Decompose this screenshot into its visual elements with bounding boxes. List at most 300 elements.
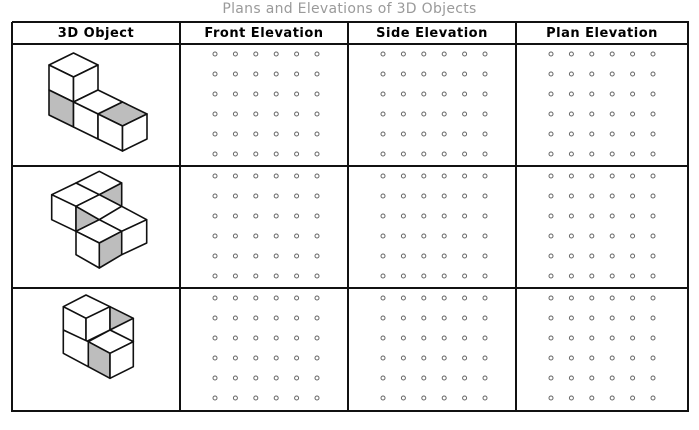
grid-dot [610, 396, 614, 400]
grid-dot [233, 194, 237, 198]
grid-dot [315, 112, 319, 116]
grid-dot [442, 316, 446, 320]
grid-dot [401, 254, 405, 258]
grid-dot [463, 52, 467, 56]
grid-dot [315, 356, 319, 360]
grid-dot [651, 92, 655, 96]
grid-dot [631, 254, 635, 258]
grid-dot [610, 152, 614, 156]
grid-dot [631, 356, 635, 360]
isometric-figure-1 [49, 53, 147, 151]
grid-dot [401, 356, 405, 360]
grid-dot [442, 214, 446, 218]
grid-dot [401, 376, 405, 380]
grid-dot [549, 92, 553, 96]
grid-dot [483, 274, 487, 278]
grid-dot [483, 52, 487, 56]
grid-dot [381, 174, 385, 178]
grid-dot [549, 254, 553, 258]
grid-dot [651, 214, 655, 218]
grid-dot [295, 92, 299, 96]
grid-dot [274, 132, 278, 136]
grid-dot [381, 112, 385, 116]
grid-dot [401, 396, 405, 400]
grid-dot [590, 274, 594, 278]
grid-dot [631, 174, 635, 178]
grid-dot [295, 254, 299, 258]
grid-dot [631, 214, 635, 218]
grid-dot [295, 296, 299, 300]
grid-dot [422, 396, 426, 400]
grid-dot [254, 356, 258, 360]
grid-dot [213, 274, 217, 278]
grid-dot [651, 316, 655, 320]
grid-dot [442, 336, 446, 340]
grid-dot [569, 316, 573, 320]
grid-dot [651, 336, 655, 340]
grid-dot [295, 174, 299, 178]
grid-dot [233, 72, 237, 76]
grid-dot [315, 92, 319, 96]
grid-dot [315, 396, 319, 400]
grid-dot [590, 52, 594, 56]
grid-dot [442, 152, 446, 156]
grid-dot [463, 112, 467, 116]
grid-dot [483, 254, 487, 258]
dot-grid-front-elevation-row-2[interactable] [213, 174, 319, 278]
grid-dot [590, 376, 594, 380]
grid-dot [442, 396, 446, 400]
grid-dot [401, 194, 405, 198]
grid-dot [442, 376, 446, 380]
grid-dot [254, 396, 258, 400]
worksheet-title: Plans and Elevations of 3D Objects [222, 1, 477, 17]
grid-dot [315, 52, 319, 56]
grid-dot [442, 194, 446, 198]
grid-dot [590, 214, 594, 218]
grid-dot [422, 72, 426, 76]
grid-dot [213, 112, 217, 116]
grid-dot [569, 112, 573, 116]
grid-dot [233, 396, 237, 400]
grid-dot [590, 152, 594, 156]
grid-dot [610, 316, 614, 320]
grid-dot [274, 174, 278, 178]
grid-dot [213, 194, 217, 198]
grid-dot [315, 316, 319, 320]
grid-dot [381, 296, 385, 300]
grid-dot [590, 174, 594, 178]
grid-dot [463, 376, 467, 380]
grid-dot [295, 316, 299, 320]
grid-dot [651, 356, 655, 360]
grid-dot [569, 274, 573, 278]
grid-dot [233, 356, 237, 360]
grid-dot [422, 376, 426, 380]
grid-dot [422, 132, 426, 136]
grid-dot [381, 376, 385, 380]
grid-dot [274, 72, 278, 76]
grid-dot [254, 112, 258, 116]
grid-dot [381, 316, 385, 320]
grid-dot [233, 112, 237, 116]
grid-dot [233, 296, 237, 300]
grid-dot [254, 92, 258, 96]
grid-dot [651, 72, 655, 76]
grid-dot [381, 194, 385, 198]
grid-dot [549, 194, 553, 198]
grid-dot [590, 316, 594, 320]
grid-dot [442, 274, 446, 278]
grid-dot [590, 132, 594, 136]
grid-dot [401, 152, 405, 156]
grid-dot [315, 72, 319, 76]
grid-dot [651, 52, 655, 56]
grid-dot [213, 396, 217, 400]
grid-dot [295, 396, 299, 400]
grid-dot [610, 92, 614, 96]
grid-dot [315, 194, 319, 198]
grid-dot [631, 376, 635, 380]
dot-grids [213, 52, 655, 400]
grid-dot [631, 274, 635, 278]
header-front-elevation: Front Elevation [204, 26, 324, 41]
grid-dot [254, 174, 258, 178]
grid-dot [569, 376, 573, 380]
grid-dot [610, 336, 614, 340]
grid-dot [401, 234, 405, 238]
grid-dot [610, 194, 614, 198]
grid-dot [463, 296, 467, 300]
grid-dot [213, 376, 217, 380]
grid-dot [422, 112, 426, 116]
grid-dot [483, 72, 487, 76]
grid-dot [422, 194, 426, 198]
isometric-figure-2 [52, 171, 147, 268]
grid-dot [569, 356, 573, 360]
grid-dot [442, 132, 446, 136]
grid-dot [610, 174, 614, 178]
grid-dot [233, 316, 237, 320]
grid-dot [463, 152, 467, 156]
grid-dot [274, 152, 278, 156]
grid-dot [213, 152, 217, 156]
grid-dot [274, 356, 278, 360]
grid-dot [549, 214, 553, 218]
grid-dot [401, 174, 405, 178]
grid-dot [463, 234, 467, 238]
grid-dot [569, 234, 573, 238]
grid-dot [631, 112, 635, 116]
grid-dot [610, 254, 614, 258]
grid-dot [631, 396, 635, 400]
grid-dot [213, 52, 217, 56]
grid-dot [381, 72, 385, 76]
grid-dot [631, 92, 635, 96]
grid-dot [590, 112, 594, 116]
grid-dot [213, 92, 217, 96]
grid-dot [610, 234, 614, 238]
grid-dot [463, 396, 467, 400]
grid-dot [549, 376, 553, 380]
grid-dot [422, 274, 426, 278]
grid-dot [569, 92, 573, 96]
grid-dot [381, 356, 385, 360]
grid-dot [549, 174, 553, 178]
grid-dot [381, 234, 385, 238]
grid-dot [381, 254, 385, 258]
grid-dot [274, 336, 278, 340]
grid-dot [233, 214, 237, 218]
grid-dot [651, 194, 655, 198]
dot-grid-side-elevation-row-2[interactable] [381, 174, 487, 278]
grid-dot [274, 376, 278, 380]
grid-dot [401, 296, 405, 300]
grid-dot [569, 132, 573, 136]
grid-dot [483, 132, 487, 136]
grid-dot [463, 316, 467, 320]
grid-dot [295, 234, 299, 238]
grid-dot [295, 274, 299, 278]
grid-dot [213, 174, 217, 178]
grid-dot [463, 194, 467, 198]
grid-dot [295, 52, 299, 56]
grid-dot [254, 376, 258, 380]
grid-dot [295, 376, 299, 380]
grid-dot [274, 214, 278, 218]
grid-dot [631, 152, 635, 156]
grid-dot [422, 356, 426, 360]
grid-dot [254, 214, 258, 218]
grid-dot [422, 234, 426, 238]
grid-dot [610, 296, 614, 300]
grid-dot [254, 274, 258, 278]
grid-dot [610, 72, 614, 76]
grid-dot [631, 336, 635, 340]
grid-dot [442, 296, 446, 300]
grid-dot [569, 214, 573, 218]
grid-dot [569, 174, 573, 178]
grid-dot [590, 254, 594, 258]
grid-dot [422, 336, 426, 340]
grid-dot [569, 396, 573, 400]
grid-dot [549, 274, 553, 278]
grid-dot [590, 194, 594, 198]
grid-dot [233, 174, 237, 178]
grid-dot [549, 132, 553, 136]
dot-grid-front-elevation-row-1[interactable] [213, 52, 319, 156]
grid-dot [213, 316, 217, 320]
grid-dot [381, 396, 385, 400]
grid-dot [213, 356, 217, 360]
grid-dot [590, 356, 594, 360]
grid-dot [549, 52, 553, 56]
grid-dot [295, 194, 299, 198]
grid-dot [422, 254, 426, 258]
grid-dot [463, 336, 467, 340]
grid-dot [213, 132, 217, 136]
grid-dot [254, 316, 258, 320]
grid-dot [254, 254, 258, 258]
isometric-figure-3 [63, 295, 133, 378]
grid-dot [401, 336, 405, 340]
grid-dot [315, 132, 319, 136]
grid-dot [442, 234, 446, 238]
grid-dot [422, 92, 426, 96]
grid-dot [274, 274, 278, 278]
grid-dot [549, 152, 553, 156]
grid-dot [463, 214, 467, 218]
grid-dot [631, 316, 635, 320]
grid-dot [610, 274, 614, 278]
grid-dot [463, 356, 467, 360]
dot-grid-plan-elevation-row-3[interactable] [549, 296, 655, 400]
grid-dot [442, 72, 446, 76]
grid-dot [381, 52, 385, 56]
grid-dot [651, 174, 655, 178]
grid-dot [254, 296, 258, 300]
grid-dot [401, 214, 405, 218]
grid-dot [213, 296, 217, 300]
grid-dot [569, 194, 573, 198]
grid-dot [483, 234, 487, 238]
grid-dot [569, 72, 573, 76]
grid-dot [610, 214, 614, 218]
grid-dot [254, 234, 258, 238]
dot-grid-plan-elevation-row-1[interactable] [549, 52, 655, 156]
grid-dot [442, 174, 446, 178]
grid-dot [483, 376, 487, 380]
grid-dot [233, 274, 237, 278]
grid-dot [442, 254, 446, 258]
grid-dot [610, 356, 614, 360]
grid-dot [463, 132, 467, 136]
grid-dot [315, 296, 319, 300]
grid-dot [233, 336, 237, 340]
grid-dot [315, 376, 319, 380]
grid-dot [295, 356, 299, 360]
grid-dot [483, 356, 487, 360]
grid-dot [590, 396, 594, 400]
grid-dot [213, 72, 217, 76]
grid-dot [422, 174, 426, 178]
grid-dot [651, 152, 655, 156]
dot-grid-side-elevation-row-1[interactable] [381, 52, 487, 156]
grid-dot [631, 296, 635, 300]
grid-dot [483, 214, 487, 218]
grid-dot [569, 296, 573, 300]
grid-dot [549, 234, 553, 238]
grid-dot [295, 72, 299, 76]
grid-dot [549, 296, 553, 300]
grid-dot [483, 336, 487, 340]
grid-dot [254, 52, 258, 56]
grid-dot [401, 316, 405, 320]
grid-dot [651, 234, 655, 238]
grid-dot [213, 234, 217, 238]
grid-dot [274, 296, 278, 300]
grid-dot [483, 296, 487, 300]
grid-dot [549, 356, 553, 360]
grid-dot [233, 234, 237, 238]
grid-dot [315, 174, 319, 178]
grid-dot [213, 336, 217, 340]
grid-dot [631, 132, 635, 136]
grid-dot [233, 132, 237, 136]
grid-dot [549, 112, 553, 116]
grid-dot [401, 112, 405, 116]
grid-dot [295, 336, 299, 340]
grid-dot [401, 274, 405, 278]
grid-dot [463, 254, 467, 258]
grid-dot [590, 92, 594, 96]
grid-dot [483, 174, 487, 178]
grid-dot [315, 274, 319, 278]
grid-dot [651, 396, 655, 400]
grid-dot [590, 296, 594, 300]
grid-dot [463, 274, 467, 278]
grid-dot [569, 152, 573, 156]
grid-dot [610, 52, 614, 56]
grid-dot [483, 112, 487, 116]
grid-dot [442, 356, 446, 360]
grid-dot [254, 152, 258, 156]
grid-dot [610, 112, 614, 116]
grid-dot [381, 214, 385, 218]
grid-dot [254, 194, 258, 198]
grid-dot [549, 72, 553, 76]
grid-dot [381, 336, 385, 340]
grid-dot [549, 336, 553, 340]
grid-dot [483, 152, 487, 156]
grid-dot [422, 296, 426, 300]
grid-dot [569, 336, 573, 340]
grid-dot [381, 132, 385, 136]
grid-dot [549, 396, 553, 400]
grid-dot [422, 152, 426, 156]
dot-grid-side-elevation-row-3[interactable] [381, 296, 487, 400]
grid-dot [274, 92, 278, 96]
grid-dot [651, 132, 655, 136]
grid-dot [463, 72, 467, 76]
grid-dot [401, 72, 405, 76]
grid-dot [213, 254, 217, 258]
grid-dot [651, 376, 655, 380]
grid-dot [295, 132, 299, 136]
grid-dot [442, 112, 446, 116]
grid-dot [213, 214, 217, 218]
grid-dot [631, 52, 635, 56]
grid-dot [422, 316, 426, 320]
grid-dot [233, 152, 237, 156]
grid-dot [274, 316, 278, 320]
grid-dot [422, 52, 426, 56]
dot-grid-plan-elevation-row-2[interactable] [549, 174, 655, 278]
grid-dot [631, 194, 635, 198]
grid-dot [315, 336, 319, 340]
grid-dot [590, 234, 594, 238]
grid-dot [442, 52, 446, 56]
grid-dot [381, 274, 385, 278]
grid-dot [610, 376, 614, 380]
grid-dot [315, 254, 319, 258]
grid-dot [483, 194, 487, 198]
grid-dot [295, 112, 299, 116]
grid-dot [569, 254, 573, 258]
dot-grid-front-elevation-row-3[interactable] [213, 296, 319, 400]
grid-dot [631, 234, 635, 238]
grid-dot [651, 112, 655, 116]
